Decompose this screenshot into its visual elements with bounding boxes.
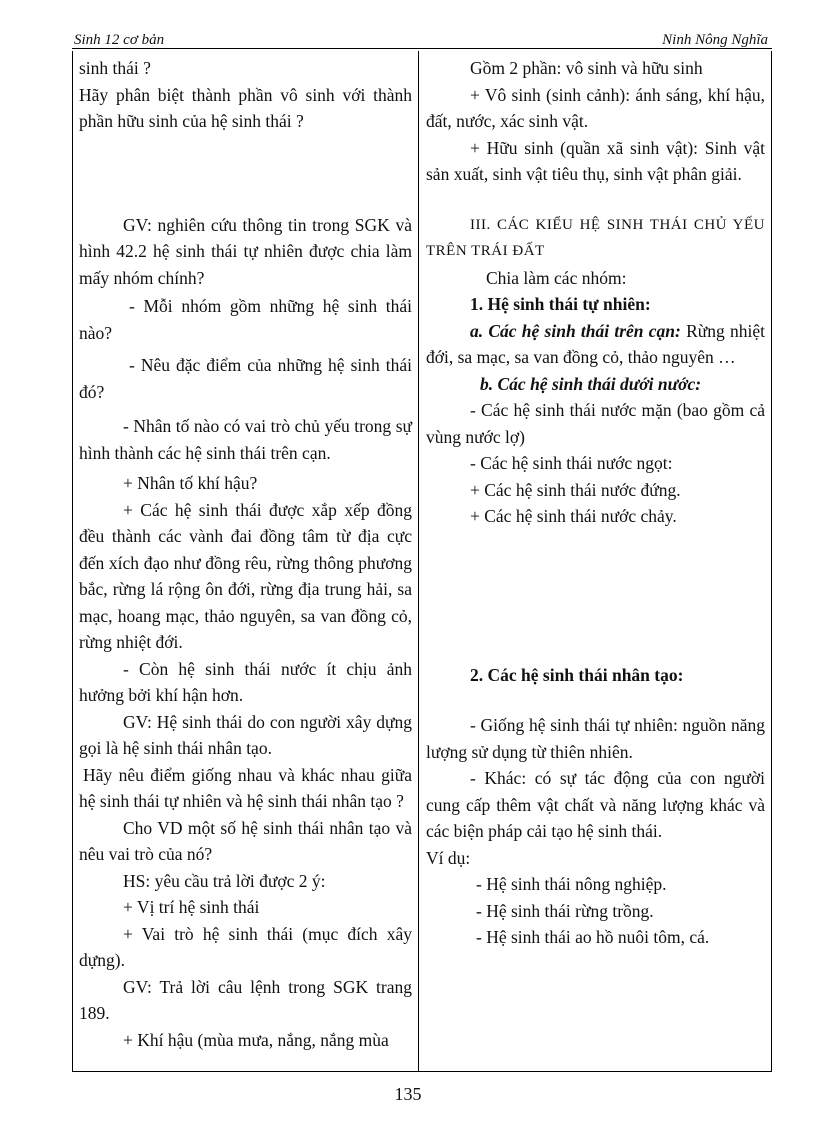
paragraph: Cho VD một số hệ sinh thái nhân tạo và nêu vai trò của nó? (79, 817, 412, 864)
paragraph: GV: Trả lời câu lệnh trong SGK trang 189. (79, 976, 412, 1023)
paragraph: - Mỗi nhóm gồm những hệ sinh thái nào? (79, 296, 412, 343)
list-item: - Hệ sinh thái nông nghiệp. (476, 874, 667, 894)
paragraph: - Các hệ sinh thái nước ngọt: (470, 453, 673, 473)
paragraph: - Nhân tố nào có vai trò chủ yếu trong sự hình thành các hệ sinh thái trên cạn. (79, 416, 412, 463)
paragraph: - Nêu đặc điểm của những hệ sinh thái đó? (79, 355, 412, 402)
paragraph: - Còn hệ sinh thái nước ít chịu ảnh hưởng bởi khí hận hơn. (79, 658, 412, 705)
paragraph: + Các hệ sinh thái được xắp xếp đồng đều thành các vành đai đồng tâm từ địa cực đến xích đạo như đồng rêu, rừng thông phương bắc, rừng lá rộng ôn đới, rừng địa trung hải, sa mạc, hoang mạc, thảo nguyên, sa van đồng cỏ, rừng nhiệt đới. (79, 499, 412, 652)
teacher-activity-column (79, 51, 412, 1053)
header-rule (72, 48, 772, 49)
paragraph: + Vị trí hệ sinh thái (123, 897, 260, 917)
paragraph: - Giống hệ sinh thái tự nhiên: nguồn năng lượng sử dụng từ thiên nhiên. (426, 715, 765, 762)
paragraph: + Nhân tố khí hậu? (123, 473, 258, 493)
paragraph: HS: yêu cầu trả lời được 2 ý: (123, 870, 326, 891)
paragraph: Hãy nêu điểm giống nhau và khác nhau giữa hệ sinh thái tự nhiên và hệ sinh thái nhân tạo ? (79, 764, 412, 811)
paragraph: + Khí hậu (mùa mưa, nắng, nắng mùa (123, 1029, 389, 1050)
list-item: - Hệ sinh thái rừng trồng. (476, 900, 654, 921)
paragraph: Gồm 2 phần: vô sinh và hữu sinh (470, 58, 703, 78)
paragraph: + Các hệ sinh thái nước chảy. (470, 506, 677, 526)
section-heading: III. CÁC KIỂU HỆ SINH THÁI CHỦ YẾU TRÊN TRÁI ĐẤT (426, 216, 765, 259)
subheading-b: b. Các hệ sinh thái dưới nước: (480, 373, 702, 394)
column-divider (418, 51, 419, 1071)
paragraph: sinh thái ? (79, 58, 151, 78)
subheading-a: a. Các hệ sinh thái trên cạn: (470, 320, 681, 341)
header-subject: Sinh 12 cơ bản (74, 32, 165, 48)
paragraph: + Hữu sinh (quần xã sinh vật): Sinh vật sản xuất, sinh vật tiêu thụ, sinh vật phân giải. (426, 137, 765, 184)
paragraph: + Các hệ sinh thái nước đứng. (470, 479, 681, 500)
paragraph: Chia làm các nhóm: (486, 267, 627, 288)
paragraph: GV: nghiên cứu thông tin trong SGK và hình 42.2 hệ sinh thái tự nhiên được chia làm mấy nhóm chính? (79, 214, 412, 288)
page-number: 135 (394, 1084, 422, 1104)
paragraph: + Vô sinh (sinh cảnh): ánh sáng, khí hậu, đất, nước, xác sinh vật. (426, 84, 765, 131)
paragraph (426, 318, 765, 371)
subsection-heading: 2. Các hệ sinh thái nhân tạo: (470, 664, 684, 685)
paragraph: GV: Hệ sinh thái do con người xây dựng gọi là hệ sinh thái nhân tạo. (79, 711, 412, 758)
content-column (426, 51, 765, 951)
paragraph: - Các hệ sinh thái nước mặn (bao gồm cả vùng nước lợ) (426, 400, 765, 447)
paragraph: Ví dụ: (426, 847, 471, 868)
subheading-a-text: Rừng nhiệt đới, sa mạc, sa van đồng cỏ, thảo nguyên … (426, 320, 765, 367)
subsection-heading: 1. Hệ sinh thái tự nhiên: (470, 294, 651, 314)
header-author: Ninh Nông Nghĩa (662, 32, 768, 48)
content-table (72, 51, 772, 1072)
paragraph: - Khác: có sự tác động của con người cung cấp thêm vật chất và năng lượng khác và các biện pháp cải tạo hệ sinh thái. (426, 768, 765, 841)
paragraph: Hãy phân biệt thành phần vô sinh với thành phần hữu sinh của hệ sinh thái ? (79, 84, 412, 131)
paragraph: + Vai trò hệ sinh thái (mục đích xây dựng). (79, 923, 412, 970)
list-item: - Hệ sinh thái ao hồ nuôi tôm, cá. (476, 927, 710, 947)
